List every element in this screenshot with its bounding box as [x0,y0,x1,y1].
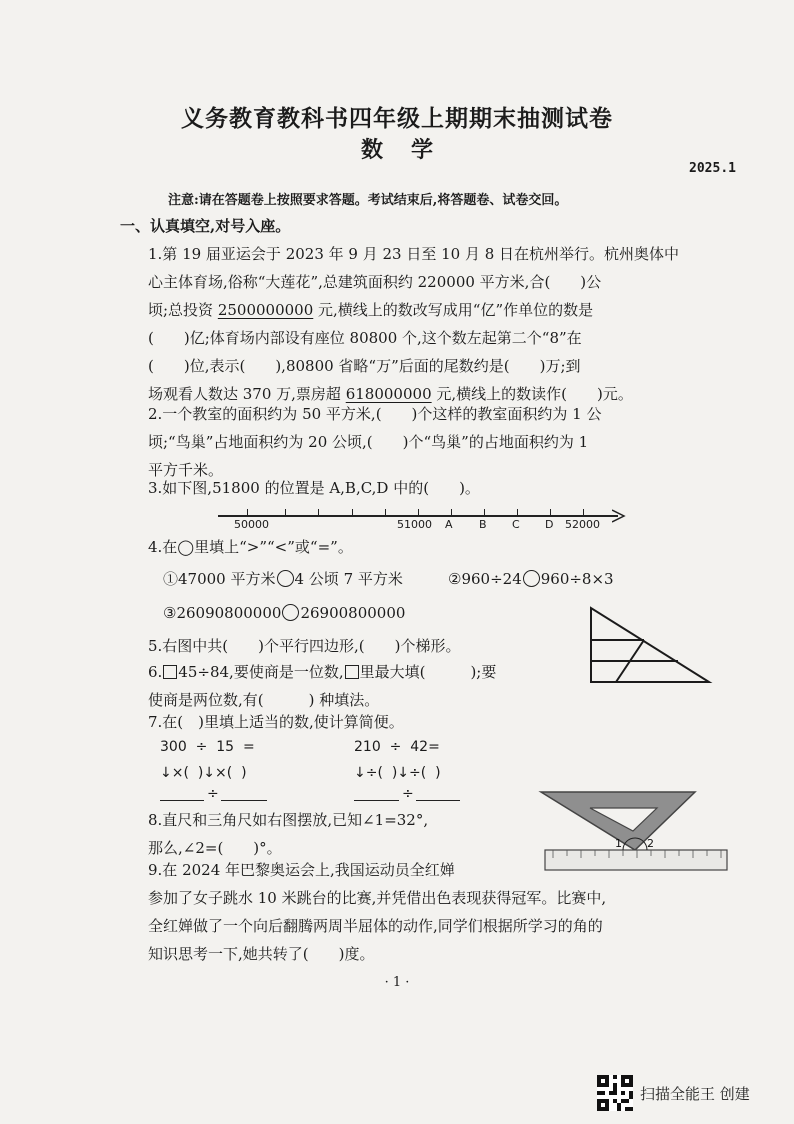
compare-circle-1[interactable] [277,570,294,587]
answer-blank[interactable] [221,800,267,801]
tick [318,509,319,516]
q9-line-1: 9.在 2024 年巴黎奥运会上,我国运动员全红婵 [148,861,455,879]
exam-title: 义务教育教科书四年级上期期末抽测试卷 [181,105,613,132]
triangle-figure [585,604,715,686]
label-b: B [479,518,487,531]
question-3: 3.如下图,51800 的位置是 A,B,C,D 中的( )。 [148,479,480,497]
question-1 [148,240,679,408]
label-a: A [445,518,453,531]
exam-date: 2025.1 [689,161,736,176]
q2-line-2: 顷;“鸟巢”占地面积约为 20 公顷,( )个“鸟巢”的占地面积约为 1 [148,433,589,451]
q6-line-2: 使商是两位数,有( ) 种填法。 [148,691,380,709]
question-5: 5.右图中共( )个平行四边形,( )个梯形。 [148,637,461,655]
tick [451,509,452,516]
divide-sign: ÷ [207,786,219,802]
q9-line-2: 参加了女子跳水 10 米跳台的比赛,并凭借出色表现获得冠军。比赛中, [148,889,607,907]
q1-underlined-number-2: 618000000 [345,385,432,403]
tick [418,509,419,516]
qr-code-icon [597,1075,633,1111]
question-7: 7.在( )里填上适当的数,使计算简便。 [148,713,404,731]
subject-title: 数学 [360,137,461,163]
page-number: · 1 · [384,975,410,990]
compare-circle-2[interactable] [523,570,540,587]
calc-1: 300 ÷ 15 = [160,739,255,755]
calc-1-arrows: ↓×( )↓×( ) [160,765,247,781]
label-52000: 52000 [565,518,600,531]
question-4-item-3: ③26090800000 26900800000 [163,604,406,622]
question-4-item-1: ①47000 平方米 4 公顷 7 平方米 [163,570,403,588]
question-2 [148,400,602,484]
tick [550,509,551,516]
question-4-prompt: 4.在◯里填上“>”“<”或“=”。 [148,538,353,556]
answer-blank[interactable] [160,800,204,801]
q9-line-3: 全红婵做了一个向后翻腾两周半屈体的动作,同学们根据所学习的角的 [148,917,603,935]
q1-underlined-number-1: 2500000000 [217,301,314,319]
question-6 [148,658,496,714]
calc-2-arrows: ↓÷( )↓÷( ) [354,765,441,781]
compare-circle-3[interactable] [282,604,299,621]
q8-line-1: 8.直尺和三角尺如右图摆放,已知∠1=32°, [148,811,429,829]
q2-line-3: 平方千米。 [148,461,224,479]
q1-line-2: 心主体育场,俗称“大莲花”,总建筑面积约 220000 平方米,合( )公 [148,273,602,291]
label-50000: 50000 [234,518,269,531]
q6-line-1: 6. 45÷84,要使商是一位数, 里最大填( );要 [148,663,497,681]
q1-line-6: 场观看人数达 370 万,票房超 618000000 元,横线上的数读作( )元。 [148,385,633,403]
calc-2: 210 ÷ 42= [354,739,440,755]
q9-line-4: 知识思考一下,她共转了( )度。 [148,945,375,963]
angle-1-label: 1 [615,837,622,850]
exam-notice: 注意:请在答题卷上按照要求答题。考试结束后,将答题卷、试卷交回。 [168,193,568,208]
q1-line-5: ( )位,表示( ),80800 省略“万”后面的尾数约是( )万;到 [148,357,581,375]
digit-box-icon [163,665,177,679]
number-line-arrow-icon [612,509,626,523]
tick [285,509,286,516]
tick [517,509,518,516]
q2-line-1: 2.一个教室的面积约为 50 平方米,( )个这样的教室面积约为 1 公 [148,405,602,423]
question-8 [148,806,428,862]
section-1-title: 一、认真填空,对号入座。 [120,217,291,235]
q1-line-3: 顷;总投资 2500000000 元,横线上的数改写成用“亿”作单位的数是 [148,301,594,319]
label-c: C [512,518,520,531]
digit-box-icon [345,665,359,679]
tick [583,509,584,516]
question-9 [148,856,606,968]
angle-2-label: 2 [647,837,654,850]
q1-line-4: ( )亿;体育场内部设有座位 80800 个,这个数左起第二个“8”在 [148,329,582,347]
answer-blank[interactable] [416,800,460,801]
tick [352,509,353,516]
tick [385,509,386,516]
answer-blank[interactable] [354,800,399,801]
divide-sign: ÷ [402,786,414,802]
tick [484,509,485,516]
scanner-watermark: 扫描全能王 创建 [640,1085,750,1103]
q1-line-1: 1.第 19 届亚运会于 2023 年 9 月 23 日至 10 月 8 日在杭州举行。杭州奥体中 [148,245,680,263]
q8-line-2: 那么,∠2=( )°。 [148,839,282,857]
tick [247,509,248,516]
label-51000: 51000 [397,518,432,531]
question-4-item-2: ②960÷24 960÷8×3 [448,570,614,588]
label-d: D [545,518,554,531]
